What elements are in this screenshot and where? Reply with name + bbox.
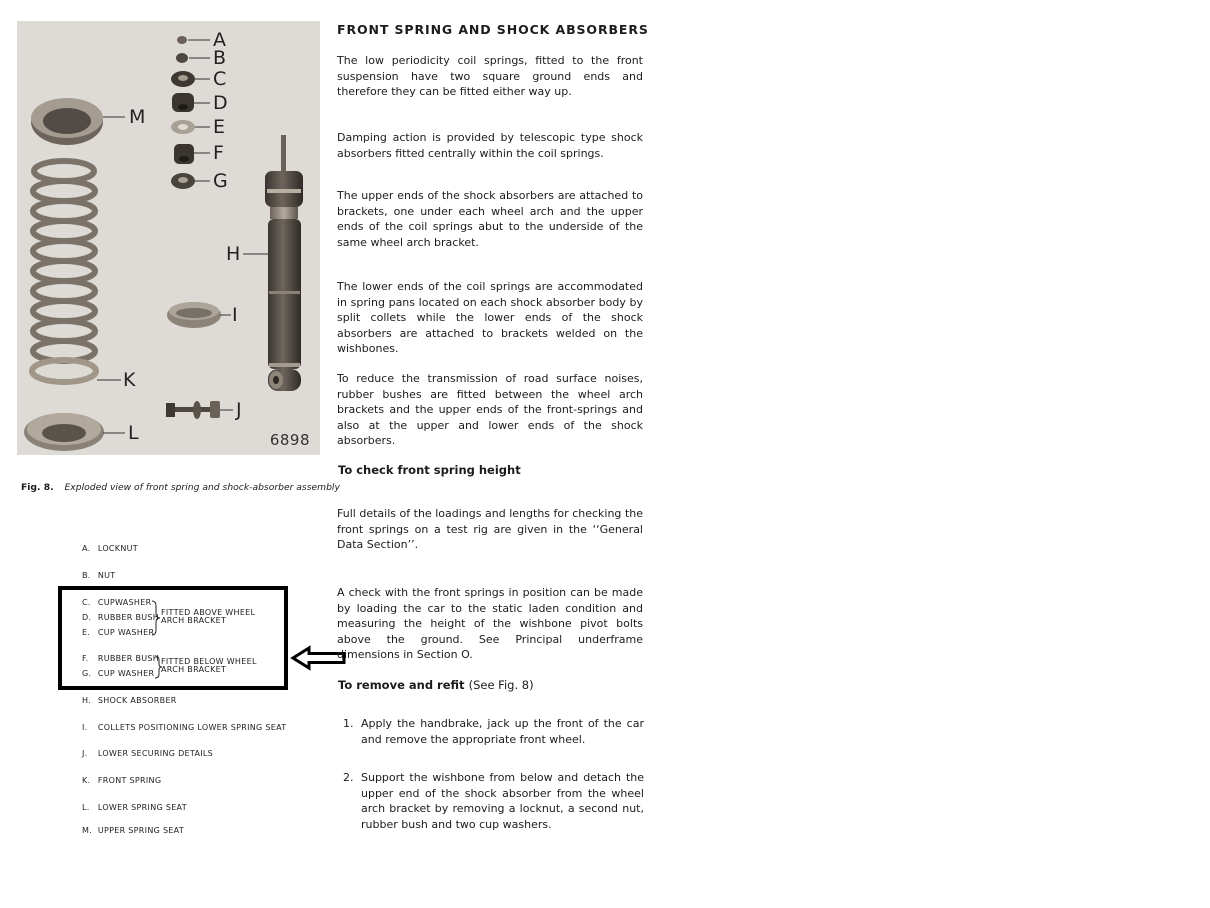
paragraph-2: Damping action is provided by telescopic type shock absorbers fitted centrally within the coil springs. bbox=[337, 131, 643, 160]
plate-number: 6898 bbox=[269, 431, 310, 449]
key-item-D: D. RUBBER BUSH bbox=[82, 613, 160, 622]
collets-I bbox=[167, 302, 231, 328]
lower-spring-seat-L bbox=[24, 413, 125, 451]
step-1: 1. Apply the handbrake, jack up the front of the car and remove the appropriate front wheel. bbox=[343, 717, 644, 746]
callout-B: B bbox=[213, 47, 227, 69]
key-item-J: J. LOWER SECURING DETAILS bbox=[82, 749, 214, 758]
figure-label: Fig. 8. bbox=[21, 482, 54, 493]
paragraph-4: The lower ends of the coil springs are accommodated in spring pans located on each shock absorber body by split collets while the lower ends of the shock absorbers are attached to brackets welded on the wishbones. bbox=[337, 280, 643, 355]
key-item-M: M. UPPER SPRING SEAT bbox=[82, 826, 185, 835]
check-paragraph-1: Full details of the loadings and lengths for checking the front springs on a test rig are given in the ‘‘General Data Section’’. bbox=[337, 507, 643, 551]
highlight-box bbox=[58, 586, 288, 690]
paragraph-5: To reduce the transmission of road surface noises, rubber bushes are fitted between the wheel arch brackets and the upper ends of the front-springs and also at the upper and lower ends of the shock absorbers. bbox=[337, 372, 643, 447]
figure-reference-link[interactable]: (See Fig. 8) bbox=[468, 678, 534, 692]
key-item-F: F. RUBBER BUSH bbox=[82, 654, 160, 663]
assembly-illustration bbox=[17, 21, 320, 455]
small-parts-A-G bbox=[171, 36, 210, 189]
key-item-K: K. FRONT SPRING bbox=[82, 776, 162, 785]
key-item-E: E. CUP WASHER bbox=[82, 628, 155, 637]
section-title: FRONT SPRING AND SHOCK ABSORBERS bbox=[337, 22, 649, 37]
key-item-C: C. CUPWASHER bbox=[82, 598, 152, 607]
figure-description: Exploded view of front spring and shock-absorber assembly bbox=[64, 482, 340, 493]
group-note-above: FITTED ABOVE WHEEL ARCH BRACKET bbox=[161, 608, 256, 625]
upper-spring-seat-M bbox=[31, 98, 125, 145]
callout-H: H bbox=[226, 243, 241, 265]
lower-securing-details-J bbox=[166, 401, 233, 419]
callout-M: M bbox=[129, 106, 146, 128]
key-item-A: A. LOCKNUT bbox=[82, 544, 138, 553]
callout-E: E bbox=[213, 116, 226, 138]
callout-A: A bbox=[213, 29, 226, 51]
key-item-B: B. NUT bbox=[82, 571, 116, 580]
callout-J: J bbox=[236, 399, 242, 421]
callout-K: K bbox=[123, 369, 136, 391]
paragraph-3: The upper ends of the shock absorbers are attached to brackets, one under each wheel arch and the upper ends of the coil springs abut to the underside of the same wheel arch bracket. bbox=[337, 189, 643, 249]
key-item-L: L. LOWER SPRING SEAT bbox=[82, 803, 187, 812]
step-2: 2. Support the wishbone from below and detach the upper end of the shock absorber from the wheel arch bracket by removing a locknut, a second nut, rubber bush and two cup washers. bbox=[343, 771, 644, 831]
callout-L: L bbox=[128, 422, 139, 444]
callout-G: G bbox=[213, 170, 228, 192]
check-paragraph-2: A check with the front springs in position can be made by loading the car to the static laden condition and measuring the height of the wishbone pivot bolts above the ground. See Principal underframe dimensions in Section O. bbox=[337, 586, 643, 661]
remove-heading: To remove and refit (See Fig. 8) bbox=[338, 678, 534, 692]
callout-D: D bbox=[213, 92, 228, 114]
callout-F: F bbox=[213, 142, 224, 164]
key-item-H: H. SHOCK ABSORBER bbox=[82, 696, 177, 705]
front-spring-K bbox=[32, 161, 121, 382]
paragraph-1: The low periodicity coil springs, fitted to the front suspension have two square ground ends and therefore they can be fitted either way up. bbox=[337, 54, 643, 98]
group-note-below: FITTED BELOW WHEEL ARCH BRACKET bbox=[161, 657, 257, 674]
shock-absorber-H bbox=[243, 135, 303, 391]
check-heading: To check front spring height bbox=[338, 463, 521, 477]
exploded-view-photo bbox=[17, 21, 320, 455]
callout-I: I bbox=[232, 304, 238, 326]
key-item-G: G. CUP WASHER bbox=[82, 669, 155, 678]
key-item-I: I. COLLETS POSITIONING LOWER SPRING SEAT bbox=[82, 723, 287, 732]
figure-caption bbox=[21, 482, 340, 493]
callout-C: C bbox=[213, 68, 227, 90]
